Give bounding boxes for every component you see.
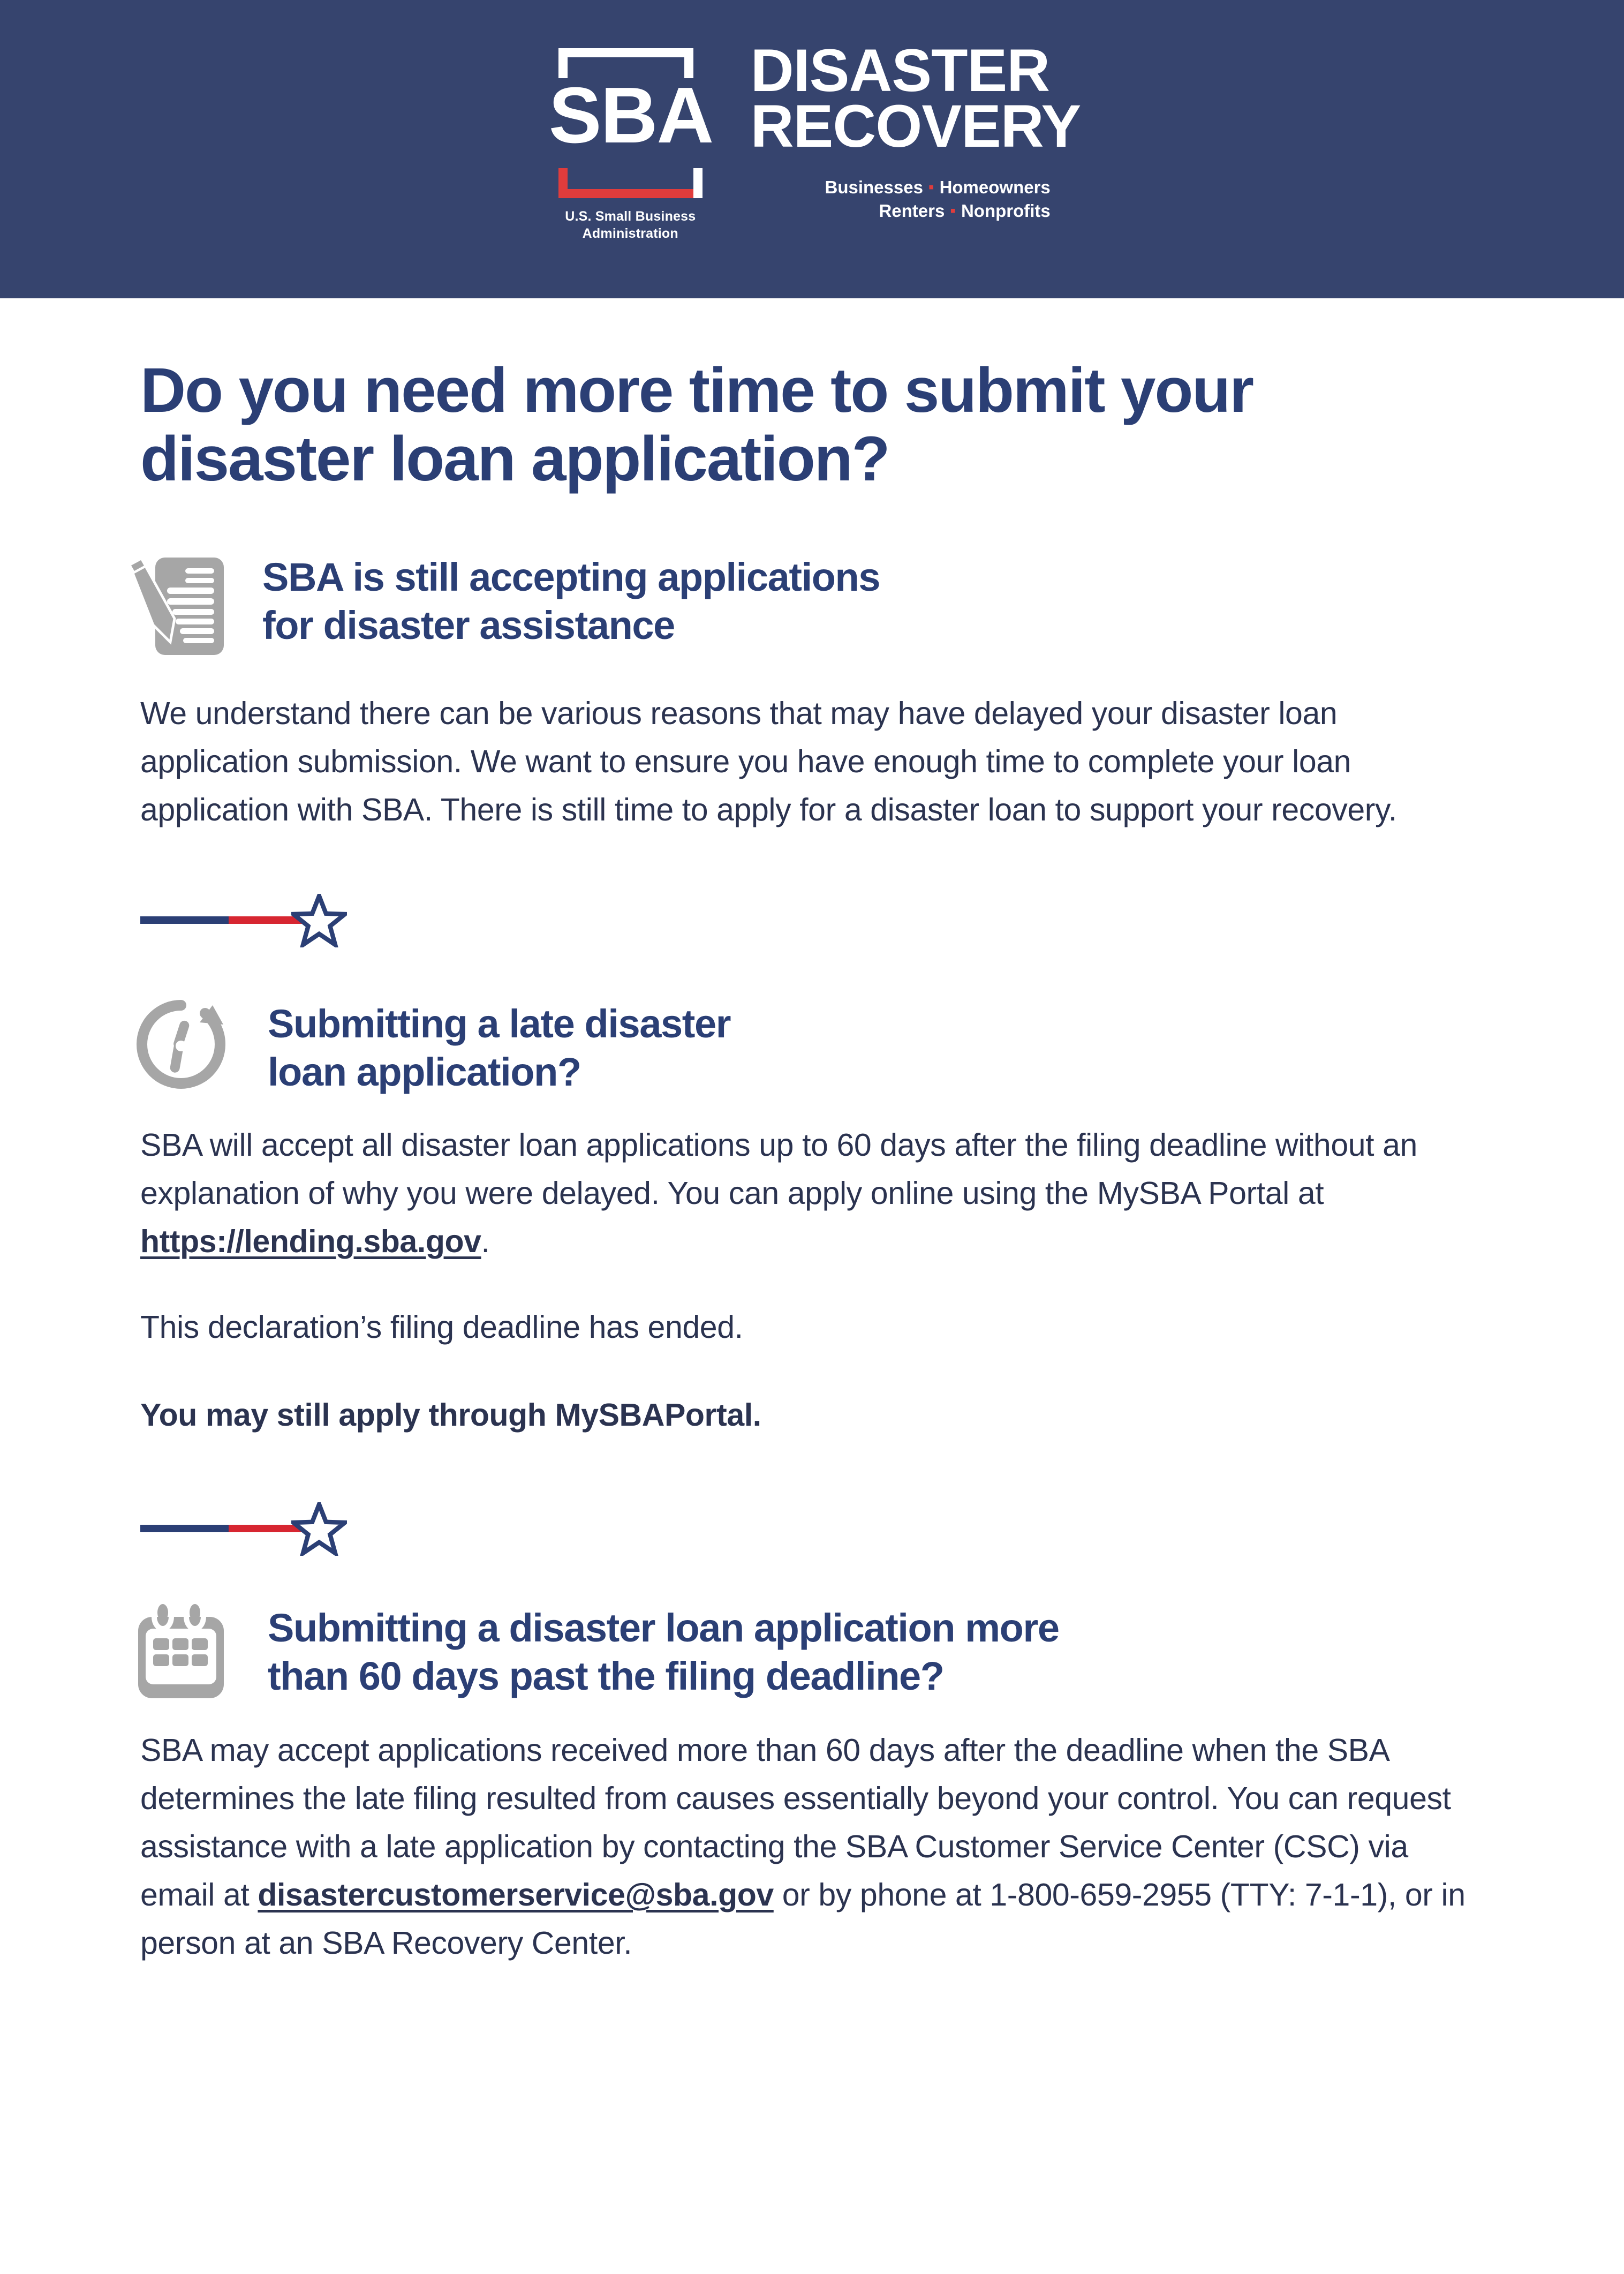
audience-row-2 [751,199,1051,223]
agency-name-line1: U.S. Small Business [565,209,696,224]
section-3-body-before-link: SBA may accept applications received more than 60 days after the deadline when the SBA determines the late filing resulted from causes essentially beyond your control. You can request assistance with a late application by contacting the SBA Customer Service Center (CSC) via email at [140,1733,1451,1912]
divider-2-bar-navy [140,1525,229,1532]
star-outline-icon-2 [291,1502,347,1556]
section-3-heading-line2: than 60 days past the filing deadline? [268,1654,944,1698]
clock-history-icon [135,999,226,1090]
audience-separator-icon-2: ▪ [950,202,956,220]
audience-row-1 [751,176,1051,199]
audience-separator-icon: ▪ [928,178,934,196]
section-2-body-before-link: SBA will accept all disaster loan applications up to 60 days after the filing deadline without an explanation of why you were delayed. You can apply online using the MySBA Portal at [140,1127,1417,1211]
main-content [0,298,1624,1967]
section-1-body: We understand there can be various reasons that may have delayed your disaster loan application submission. We want to ensure you have enough time to complete your loan application with SBA. There is still time to apply for a disaster loan to support your recovery. [140,696,1397,827]
page-title: Do you need more time to submit your disaster loan application? [140,355,1253,494]
logo-frame-bottom-red [558,168,693,198]
section-3-body [140,1726,1479,1967]
sba-logo-mark [548,42,713,241]
disaster-recovery-wordmark [750,37,1081,223]
section-1-icon-slot [108,549,243,665]
section-2-body-after-link: . [481,1224,490,1259]
section-3-heading-row [114,1600,1479,1703]
star-icon-svg [291,894,347,947]
section-1-heading-row [108,549,1479,665]
csc-email-link[interactable]: disastercustomerservice@sba.gov [258,1877,774,1912]
mysba-portal-link[interactable]: https://lending.sba.gov [140,1224,481,1259]
sba-logo-letters: SBA [548,71,713,160]
section-2-heading-row [114,996,1479,1096]
header-band [0,0,1624,298]
star-divider-2 [140,1501,365,1553]
section-2-heading-line1: Submitting a late disaster [268,1002,731,1046]
section-2-emphasis: You may still apply through MySBAPortal. [140,1397,761,1433]
agency-name [549,208,712,242]
section-3-heading [268,1600,1059,1700]
section-2-icon-slot [114,996,248,1090]
star-divider-1 [140,893,365,944]
agency-name-line2: Administration [582,226,678,241]
calendar-icon [134,1603,228,1703]
audience-homeowners: Homeowners [939,177,1051,197]
section-3-icon-slot [114,1600,248,1703]
audience-nonprofits: Nonprofits [961,201,1051,221]
section-2-heading [268,996,730,1096]
logo-frame-bottom-right [693,168,703,198]
wordmark-line-1: DISASTER [750,37,1050,104]
audience-renters: Renters [879,201,945,221]
sba-disaster-recovery-logo [548,37,1081,241]
section-2-heading-line2: loan application? [268,1050,581,1094]
star-outline-icon [291,894,347,947]
section-2-body [140,1121,1479,1266]
section-1-heading [262,549,880,650]
audience-list [751,176,1051,223]
audience-businesses: Businesses [825,177,923,197]
document-pencil-icon [123,552,228,665]
star-icon-svg-2 [291,1502,347,1556]
section-2-deadline-note: This declaration’s filing deadline has ended. [140,1309,743,1345]
section-3-body-after-link: or by phone at 1-800-659-2955 (TTY: 7-1-1), or in person at an SBA Recovery Center. [140,1877,1466,1961]
section-3-heading-line1: Submitting a disaster loan application more [268,1606,1059,1650]
wordmark-line-2: RECOVERY [750,93,1081,160]
section-1-heading-line1: SBA is still accepting applications [262,555,880,599]
section-1-heading-line2: for disaster assistance [262,603,675,647]
divider-bar-navy [140,916,229,924]
